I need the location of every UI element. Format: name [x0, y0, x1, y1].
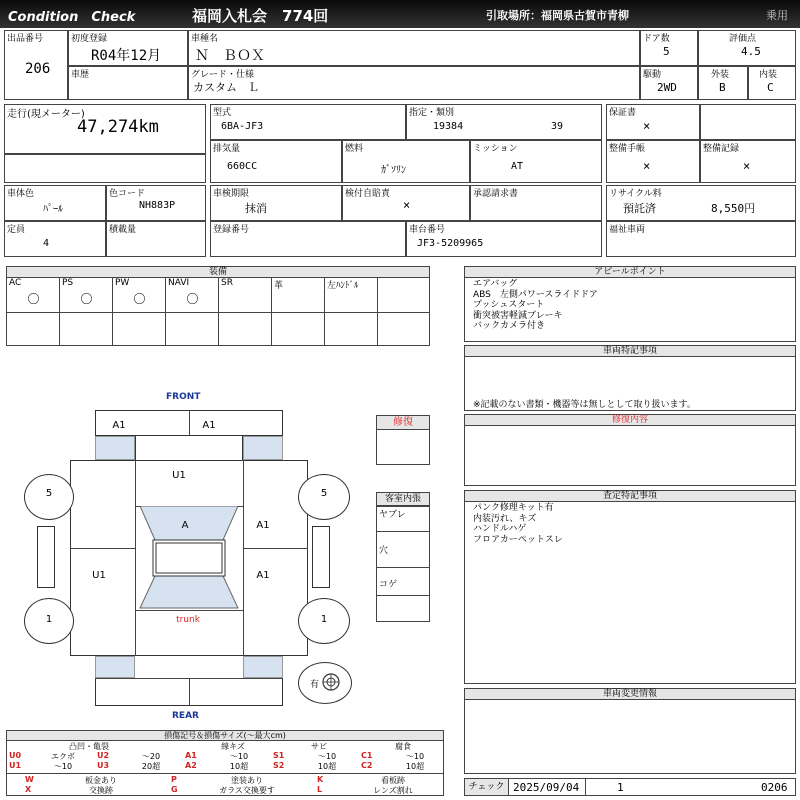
- interior-grade-value: C: [767, 81, 774, 94]
- mark-left-rear: U1: [92, 570, 106, 581]
- legend-desc: 〜10: [229, 752, 249, 761]
- legend-code: L: [317, 785, 323, 794]
- legend-group: 腐食: [395, 742, 411, 751]
- interior-box: [376, 492, 430, 622]
- mission-value: AT: [511, 161, 524, 172]
- legend-desc: 〜20: [141, 752, 161, 761]
- appeal-panel: [464, 266, 796, 342]
- assessment-line: パンク修理キット有: [473, 503, 554, 513]
- warranty-extra-cell: [700, 104, 796, 140]
- manual-value: ×: [643, 159, 651, 173]
- approval-cell: [470, 185, 602, 221]
- change-panel: [464, 688, 796, 774]
- model-label: 車種名: [191, 34, 219, 44]
- interior-divider: [377, 567, 429, 568]
- record-cell: [700, 140, 796, 183]
- lot-number: 206: [25, 61, 51, 77]
- assessment-line: 内装汚れ、キズ: [473, 513, 537, 524]
- check-label: チェック: [465, 779, 509, 795]
- equipment-label: PW: [115, 278, 130, 288]
- side-window-r: [312, 526, 330, 588]
- legend-code: C1: [361, 751, 373, 760]
- manual-label: 整備手帳: [609, 144, 646, 154]
- auction-title: 福岡入札会 774回: [192, 7, 329, 25]
- trunk-line: [135, 610, 243, 611]
- assessment-line: ハンドルハゲ: [473, 524, 527, 534]
- equipment-label: SR: [221, 278, 233, 288]
- recycle-cell: [606, 185, 796, 221]
- doors-cell: [640, 30, 698, 66]
- front-bumper-divider: [189, 410, 190, 436]
- assessment-panel: [464, 490, 796, 684]
- mission-label: ミッション: [473, 144, 518, 154]
- drive-value: 2WD: [657, 81, 677, 94]
- appeal-line: バックカメラ付き: [473, 321, 546, 331]
- insurance-value: ×: [403, 198, 411, 212]
- model-value: Ｎ ＢＯＸ: [195, 48, 265, 64]
- front-label: FRONT: [166, 392, 201, 402]
- welfare-label: 福祉車両: [609, 225, 646, 235]
- fuel-label: 燃料: [345, 144, 364, 154]
- check-date: 2025/09/04: [513, 781, 580, 794]
- rear-bumper-line: [95, 678, 283, 679]
- door-line-l: [70, 548, 135, 549]
- exterior-value: B: [719, 81, 726, 94]
- mileage-label: 走行(現メーター): [7, 109, 85, 120]
- appeal-list: [473, 279, 598, 332]
- equipment-label: PS: [62, 278, 74, 288]
- type-value: 6BA-JF3: [221, 121, 264, 132]
- doors-label: ドア数: [643, 34, 670, 44]
- chassis-value: JF3-5209965: [417, 238, 484, 249]
- warranty-cell: [606, 104, 700, 140]
- fuel-value: ｶﾞｿﾘﾝ: [381, 165, 406, 176]
- body-line-r: [243, 460, 244, 656]
- equipment-mark: 〇: [80, 292, 93, 306]
- load-label: 積載量: [109, 225, 137, 235]
- record-value: ×: [743, 159, 751, 173]
- displacement-label: 排気量: [213, 144, 241, 154]
- fender-rr: [243, 656, 283, 678]
- repair-content-title: 修復内容: [465, 415, 795, 426]
- legend-group: 線キズ: [221, 742, 245, 751]
- tire-fl-mark: 5: [45, 488, 53, 499]
- appeal-line: ABS 左側パワースライドドア: [473, 289, 598, 300]
- color-code-label: 色コード: [109, 189, 146, 199]
- lot-label: 出品番号: [7, 34, 44, 44]
- legend-desc: 交換跡: [89, 786, 113, 795]
- color-value: ﾊﾟｰﾙ: [43, 204, 63, 215]
- type-label: 型式: [213, 108, 232, 118]
- legend-separator: [7, 773, 443, 774]
- door-line-r: [243, 548, 308, 549]
- exterior-label: 外装: [711, 70, 730, 80]
- special-panel: [464, 345, 796, 411]
- assessment-title: 査定特記事項: [465, 491, 795, 502]
- legend-code: K: [317, 775, 324, 784]
- legend-title: 損傷記号＆損傷サイズ(〜最大cm): [7, 731, 443, 741]
- legend-desc: 20超: [141, 762, 161, 771]
- displacement-value: 660CC: [227, 161, 258, 172]
- legend-groups: [7, 741, 443, 751]
- legend-desc: 〜10: [405, 752, 425, 761]
- legend-desc: 塗装あり: [231, 776, 263, 785]
- legend-code: U1: [9, 761, 22, 770]
- recycle-status: 預託済: [623, 202, 656, 215]
- mark-front-left: A1: [112, 420, 126, 431]
- repair-title: 修復: [377, 416, 429, 430]
- interior-grade-label: 内装: [759, 70, 778, 80]
- category-number: 39: [551, 121, 564, 132]
- equipment-title: 装備: [7, 267, 429, 278]
- legend-code: X: [25, 785, 32, 794]
- recycle-fee: 8,550円: [711, 202, 756, 215]
- mileage-value: 47,274km: [77, 117, 159, 137]
- insurance-label: 検付自賠責: [345, 189, 391, 199]
- footer-bar: [464, 778, 796, 796]
- fender-fl: [95, 436, 135, 460]
- approval-label: 承認請求書: [473, 189, 519, 199]
- recycle-label: リサイクル料: [609, 189, 662, 199]
- tire-rl-mark: 1: [45, 614, 53, 625]
- legend-desc: 看板跡: [381, 776, 405, 785]
- hood-top: [135, 436, 243, 460]
- designation-value: 19384: [433, 121, 464, 132]
- legend-code: U0: [9, 751, 22, 760]
- color-label: 車体色: [7, 189, 35, 199]
- assessment-list: [473, 503, 563, 545]
- grade-value: カスタム Ｌ: [193, 81, 259, 94]
- legend-panel: [6, 730, 444, 796]
- capacity-label: 定員: [7, 225, 26, 235]
- legend-desc: 〜10: [317, 752, 337, 761]
- legend-desc: レンズ割れ: [373, 786, 413, 795]
- check-number: 1: [617, 781, 624, 794]
- side-window-l: [37, 526, 55, 588]
- equipment-label: 左ﾊﾝﾄﾞﾙ: [327, 281, 359, 291]
- legend-desc: 板金あり: [85, 776, 117, 785]
- mission-cell: [470, 140, 602, 183]
- manual-cell: [606, 140, 700, 183]
- legend-desc: 10超: [229, 762, 249, 771]
- appeal-line: プッシュスタート: [473, 300, 545, 310]
- equipment-label: NAVI: [168, 278, 190, 288]
- legend-desc: ガラス交換要す: [219, 786, 275, 795]
- chassis-label: 車台番号: [409, 225, 446, 235]
- tire-icon: [322, 673, 340, 691]
- legend-desc: エクボ: [51, 752, 75, 761]
- warranty-value: ×: [643, 119, 651, 133]
- drive-label: 駆動: [643, 70, 662, 80]
- reg-no-label: 登録番号: [213, 225, 250, 235]
- category-label: 乗用: [766, 9, 788, 22]
- appeal-line: 衝突被害軽減ブレーキ: [473, 310, 563, 321]
- legend-code: G: [171, 785, 178, 794]
- tire-rr-mark: 1: [320, 614, 328, 625]
- legend-group: 凸凹・亀裂: [69, 742, 109, 751]
- tire-fr-mark: 5: [320, 488, 328, 499]
- color-code-value: NH883P: [139, 200, 176, 211]
- welfare-cell: [606, 221, 796, 257]
- check-code: 0206: [761, 781, 788, 794]
- mark-right-front-door: A1: [256, 520, 270, 531]
- legend-code: U3: [97, 761, 110, 770]
- first-reg-value: R04年12月: [91, 48, 162, 64]
- interior-divider: [377, 531, 429, 532]
- change-title: 車両変更情報: [465, 689, 795, 700]
- assessment-line: フロアカーペットスレ: [473, 534, 563, 545]
- equipment-mark: 〇: [27, 292, 40, 306]
- interior-grade-cell: [748, 66, 796, 100]
- grade-label: グレード・仕様: [191, 70, 255, 80]
- appeal-line: エアバッグ: [473, 279, 518, 289]
- mark-hood: U1: [172, 470, 186, 481]
- appeal-title: アピールポイント: [465, 267, 795, 278]
- legend-code: A1: [185, 751, 197, 760]
- designation-label: 指定・類別: [409, 108, 455, 118]
- legend-code: P: [171, 775, 177, 784]
- inspection-label: 車検期限: [213, 189, 250, 199]
- warranty-label: 保証書: [609, 108, 637, 118]
- special-title: 車両特記事項: [465, 346, 795, 357]
- legend-code: S1: [273, 751, 285, 760]
- exterior-cell: [698, 66, 748, 100]
- trunk-label: trunk: [176, 615, 200, 625]
- legend-code: W: [25, 775, 34, 784]
- interior-item: ヤブレ: [379, 510, 406, 520]
- score-value: 4.5: [741, 45, 761, 58]
- legend-desc: 10超: [405, 762, 425, 771]
- drive-cell: [640, 66, 698, 100]
- score-cell: [698, 30, 796, 66]
- rear-bumper-divider: [189, 678, 190, 706]
- mark-right-rear-door: A1: [256, 570, 270, 581]
- legend-group: サビ: [311, 742, 327, 751]
- brand-title: Condition Check: [8, 10, 136, 25]
- interior-title: 客室内張: [377, 493, 429, 506]
- mark-front-right: A1: [202, 420, 216, 431]
- history-label: 車歴: [71, 70, 90, 80]
- rear-label: REAR: [172, 711, 199, 721]
- equipment-mark: 〇: [186, 292, 199, 306]
- interior-item: コゲ: [379, 580, 398, 590]
- spare-label: 有: [310, 680, 320, 690]
- score-label: 評価点: [729, 34, 757, 44]
- legend-desc: 〜10: [53, 762, 73, 771]
- interior-divider: [377, 595, 429, 596]
- pickup-location: 引取場所：福岡県古賀市青柳: [486, 9, 629, 22]
- inspection-value: 抹消: [245, 202, 267, 215]
- record-label: 整備記録: [703, 144, 740, 154]
- special-note: ※記載のない書類・機器等は無しとして取り扱います。: [473, 400, 696, 410]
- mark-roof: A: [181, 520, 189, 531]
- equipment-label: 革: [274, 281, 284, 291]
- first-reg-label: 初度登録: [71, 34, 108, 44]
- repair-content-panel: [464, 414, 796, 486]
- repair-box: [376, 415, 430, 465]
- fender-fr: [243, 436, 283, 460]
- legend-code: S2: [273, 761, 285, 770]
- legend-code: U2: [97, 751, 110, 760]
- interior-item: 穴: [379, 546, 389, 556]
- equipment-label: AC: [9, 278, 22, 288]
- equipment-mark: 〇: [133, 292, 146, 306]
- legend-code: A2: [185, 761, 197, 770]
- legend-code: C2: [361, 761, 373, 770]
- footer-divider: [585, 779, 586, 795]
- legend-desc: 10超: [317, 762, 337, 771]
- doors-value: 5: [663, 45, 670, 58]
- fender-rl: [95, 656, 135, 678]
- capacity-value: 4: [43, 238, 50, 249]
